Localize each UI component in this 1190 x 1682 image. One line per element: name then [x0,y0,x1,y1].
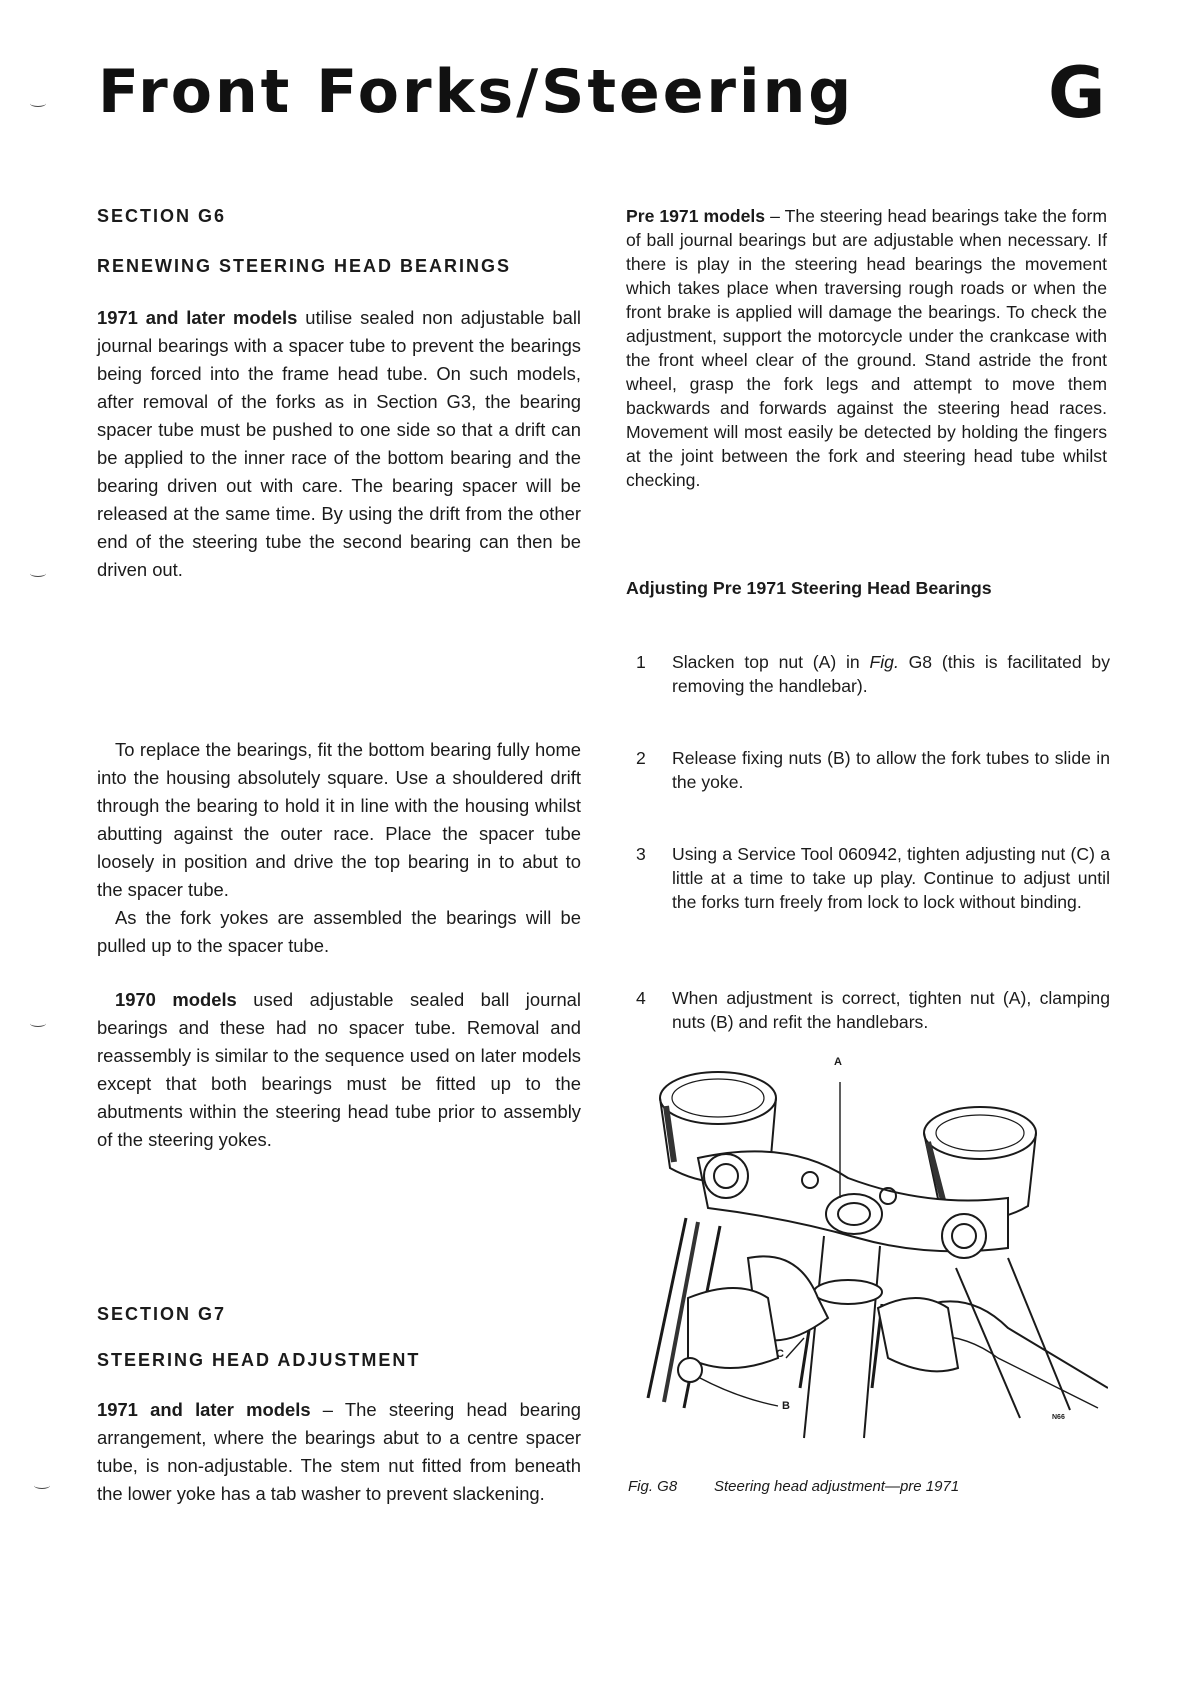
adjusting-heading: Adjusting Pre 1971 Steering Head Bearings [626,578,992,598]
step-1 [632,650,1110,698]
pre1971-paragraph [626,204,1107,492]
g6-paragraph-1 [97,304,581,584]
steering-stem [800,1236,882,1438]
g6-paragraph-3: As the fork yokes are assembled the bearings will be pulled up to the spacer tube. [97,907,581,956]
section-g6-subheading: RENEWING STEERING HEAD BEARINGS [97,256,512,276]
step-number: 2 [636,748,646,768]
figure-code: N66 [1052,1414,1065,1421]
callout-label-a: A [834,1056,842,1068]
left-column [97,202,581,584]
g6-paragraph-2: To replace the bearings, fit the bottom bearing fully home into the housing absolutely square. Use a shouldered drift through the bearing to hold it in line with the housing whilst abutting against the outer race. Place the spacer tube loosely in position and drive the top bearing in to abut to the spacer tube. [97,739,581,900]
pre1971-text: – The steering head bearings take the form of ball journal bearings but are adjustable when necessary. If there is play in the steering head bearings the movement which takes place when traversing rough roads or when the front brake is applied will damage the bearings. To check the adjustment, support the motorcycle under the crankcase with the front wheel clear of the ground. Stand astride the front wheel, grasp the fork legs and attempt to move them backwards and forwards against the steering head races. Movement will most easily be detected by holding the fingers at the joint between the fork and steering head tube whilst checking. [626,206,1107,490]
margin-mark [30,100,46,107]
step-number: 1 [636,652,646,672]
g6-paragraph-4 [97,986,581,1154]
g6-p4-bold: 1970 models [115,989,237,1010]
step-text: Using a Service Tool 060942, tighten adjusting nut (C) a little at a time to take up play. Continue to adjust until the forks turn freely from lock to lock without binding. [672,844,1110,912]
callout-label-c: C [776,1348,784,1360]
service-tool [688,1256,1108,1408]
left-column-lower [97,736,581,1154]
top-yoke [698,1151,1008,1258]
g7-p1-bold: 1971 and later models [97,1399,311,1420]
g6-p1-text: utilise sealed non adjustable ball journal bearings with a spacer tube to prevent the bearings being forced into the frame head tube. On such models, after removal of the forks as in Section G3, the bearing spacer tube must be pushed to one side so that a drift can be applied to the inner race of the bottom bearing and the bearing driven out with care. The bearing spacer will be released at the same time. By using the drift from the other end of the steering tube the second bearing can then be driven out. [97,307,581,580]
g6-p4-text: used adjustable sealed ball journal bearings and these had no spacer tube. Removal and reassembly is similar to the sequence used on later models except that both bearings must be fitted up to the abutments within the steering head tube prior to assembly of the steering yokes. [97,989,581,1150]
figure-caption-text: Steering head adjustment—pre 1971 [714,1478,960,1495]
page-title: Front Forks/Steering [98,57,855,127]
step-text: Slacken top nut (A) in Fig. G8 (this is facilitated by removing the handlebar). [672,652,1110,696]
figure-caption [628,1478,959,1495]
clamp-nut [678,1358,702,1382]
margin-mark [30,570,46,577]
figure-g8 [628,1058,1108,1458]
margin-mark [30,1020,46,1027]
left-column-g7 [97,1300,581,1508]
margin-mark [34,1482,50,1489]
step-text: When adjustment is correct, tighten nut (A), clamping nuts (B) and refit the handlebars. [672,988,1110,1032]
step-text: Release fixing nuts (B) to allow the fork tubes to slide in the yoke. [672,748,1110,792]
figure-caption-label: Fig. G8 [628,1478,678,1495]
section-g7-heading: SECTION G7 [97,1304,227,1324]
steering-head-illustration [628,1058,1108,1458]
step-4 [632,986,1110,1034]
g7-paragraph-1 [97,1396,581,1508]
g7-p1-text: – The steering head bearing arrangement, where the bearings abut to a centre spacer tube, is non-adjustable. The stem nut fitted from beneath the lower yoke has a tab washer to prevent slackening. [97,1399,581,1504]
section-g7-subheading: STEERING HEAD ADJUSTMENT [97,1350,421,1370]
section-letter: G [1048,52,1106,134]
step-number: 4 [636,988,646,1008]
section-g6-heading: SECTION G6 [97,206,227,226]
pre1971-bold: Pre 1971 models [626,206,766,226]
step-2 [632,746,1110,794]
g6-p1-bold: 1971 and later models [97,307,298,328]
step-3 [632,842,1110,914]
right-column [626,204,1107,492]
step-number: 3 [636,844,646,864]
callout-label-b: B [782,1400,790,1412]
